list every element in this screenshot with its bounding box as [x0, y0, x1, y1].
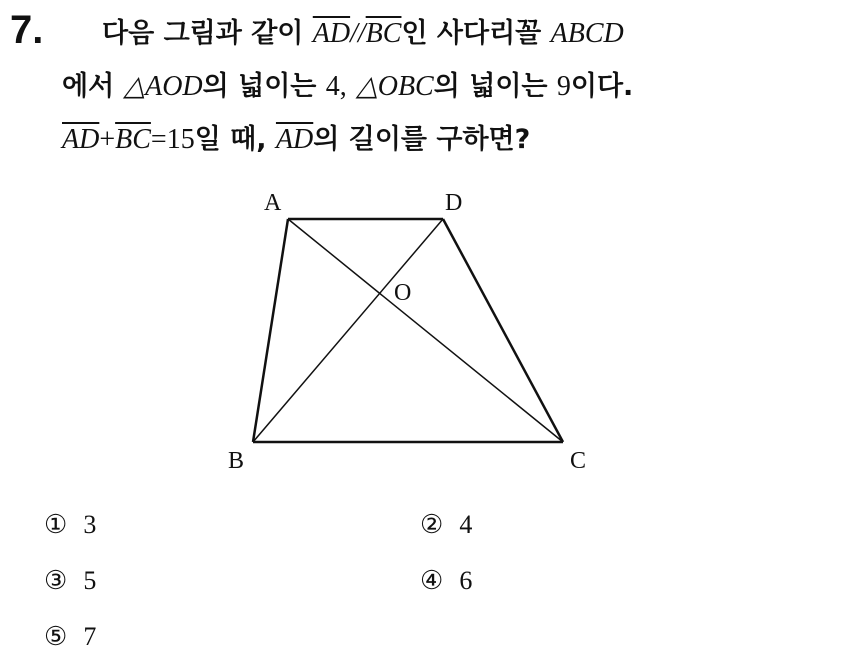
vertex-label-d: D — [445, 190, 463, 216]
choice-marker: ⑤ — [44, 622, 68, 651]
choice-value: 3 — [83, 510, 97, 539]
choice-marker: ④ — [420, 566, 444, 595]
vertex-label-b: B — [228, 448, 245, 474]
choice-1[interactable] — [44, 510, 96, 540]
segment-bc: $\overline{BC}$ — [365, 18, 402, 49]
question-text: 의 넓이는 — [433, 71, 557, 102]
choice-2[interactable] — [420, 510, 472, 540]
choice-5[interactable] — [44, 622, 96, 652]
quadrilateral-name: ABCD — [550, 18, 624, 49]
choice-value: 6 — [459, 566, 473, 595]
area-aod-value: 4, — [325, 71, 347, 102]
side-ba — [253, 219, 288, 442]
choice-marker: ③ — [44, 566, 68, 595]
question-text: 다음 그림과 같이 — [102, 18, 313, 49]
area-obc-value: 9 — [556, 71, 571, 102]
segment-ad: $\overline{AD}$ — [275, 124, 314, 155]
segment-bc: $\overline{BC}$ — [115, 124, 151, 155]
segment-ad: $\overline{AD}$ — [312, 18, 351, 49]
diagonal-ac — [288, 219, 563, 442]
question-text: 에서 — [62, 71, 124, 102]
question-text: 의 넓이는 — [202, 71, 326, 102]
vertex-label-c: C — [570, 448, 587, 474]
choice-3[interactable] — [44, 566, 96, 596]
plus-sign: + — [99, 124, 116, 155]
choice-4[interactable] — [420, 566, 472, 596]
choice-value: 4 — [459, 510, 473, 539]
vertex-label-a: A — [264, 190, 282, 216]
sum-value: 15 — [166, 124, 195, 155]
segment-ad: $\overline{AD}$ — [62, 124, 100, 155]
triangle-aod: △AOD — [123, 71, 203, 102]
choice-marker: ② — [420, 510, 444, 539]
choice-marker: ① — [44, 510, 68, 539]
side-dc — [443, 219, 563, 442]
equals-sign: = — [150, 124, 167, 155]
parallel-symbol: // — [350, 18, 366, 49]
question-text: 인 사다리꼴 — [401, 18, 551, 49]
intersection-label-o: O — [394, 280, 412, 306]
triangle-obc: △OBC — [356, 71, 434, 102]
choice-value: 5 — [83, 566, 97, 595]
question-number: 7. — [10, 8, 44, 52]
choice-value: 7 — [83, 622, 97, 651]
question-text: 일 때, — [194, 124, 276, 155]
question-text: 이다. — [570, 71, 634, 102]
question-text: 의 길이를 구하면? — [313, 124, 531, 155]
